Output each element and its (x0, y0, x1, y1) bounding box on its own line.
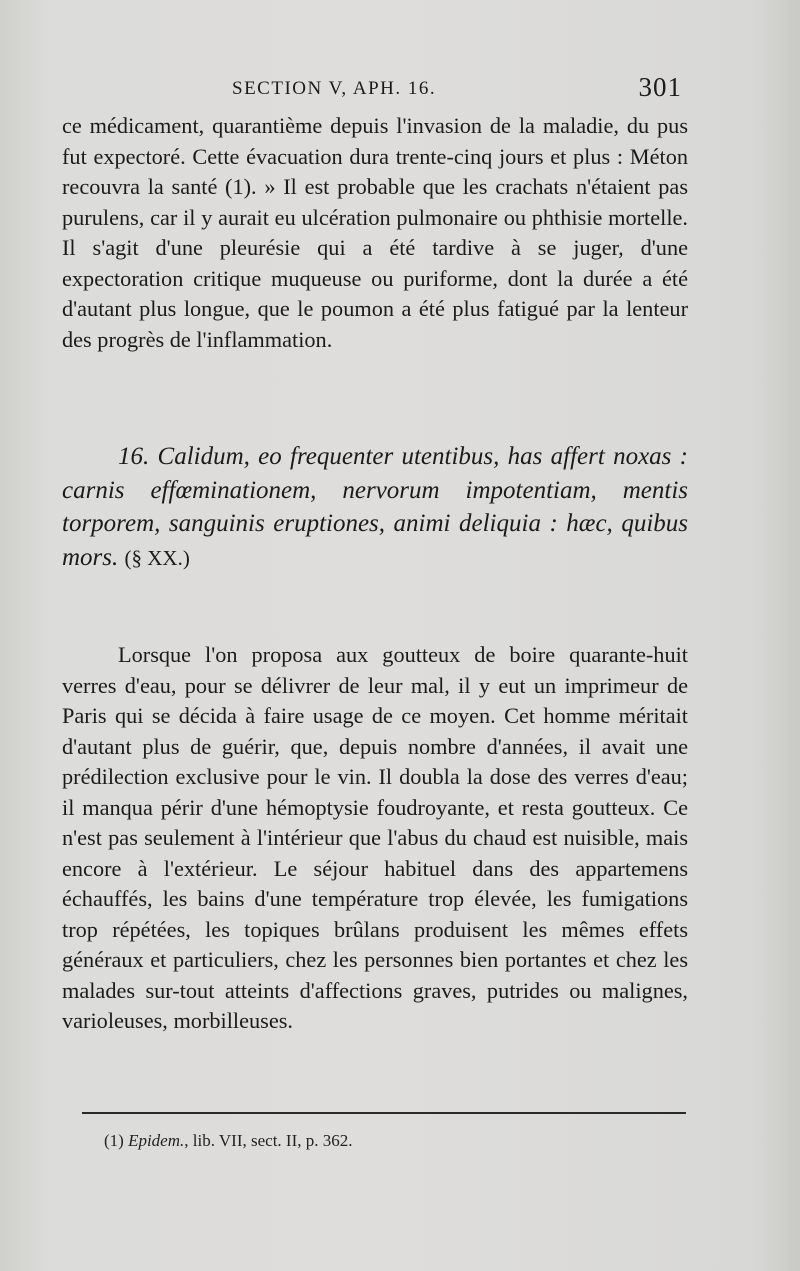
running-head: SECTION V, APH. 16. (232, 78, 437, 99)
footnote (104, 1130, 353, 1152)
footnote-marker: (1) (104, 1131, 124, 1150)
page-header (232, 72, 682, 106)
commentary-paragraph: Lorsque l'on proposa aux goutteux de boire quarante-huit verres d'eau, pour se délivrer de leur mal, il y eut un imprimeur de Paris qui se décida à faire usage de ce moyen. Cet homme méritait d'autant plus de guérir, que, depuis nombre d'années, il avait une prédilection exclusive pour le vin. Il doubla la dose des verres d'eau; il manqua périr d'une hémoptysie foudroyante, et resta goutteux. Ce n'est pas seulement à l'intérieur que l'abus du chaud est nuisible, mais encore à l'extérieur. Le séjour habituel dans des appartemens échauffés, les bains d'une température trop élevée, les fumigations trop répétées, les topiques brûlans produisent les mêmes effets généraux et particuliers, chez les personnes bien portantes et chez les malades sur-tout atteints d'affections graves, putrides ou malignes, varioleuses, morbilleuses. (62, 642, 688, 1033)
page-number: 301 (638, 72, 682, 102)
footnote-divider (82, 1112, 686, 1114)
footnote-work-title: Epidem. (128, 1131, 185, 1150)
aphorism-paragraph (62, 440, 688, 575)
footnote-citation: , lib. VII, sect. II, p. 362. (184, 1131, 353, 1150)
aphorism-reference: (§ XX.) (124, 545, 190, 570)
continuation-paragraph: ce médicament, quarantième depuis l'invasion de la maladie, du pus fut expectoré. Cette évacuation dura trente-cinq jours et plus : Méton recouvra la santé (1). » Il est probable que les crachats n'étaient pas purulens, car il y aurait eu ulcération pulmonaire ou phthisie mortelle. Il s'agit d'une pleurésie qui a été tardive à se juger, d'une expectoration critique muqueuse ou puriforme, dont la durée a été d'autant plus longue, que le poumon a été plus fatigué par la lenteur des progrès de l'inflammation. (62, 113, 688, 352)
aphorism-text: 16. Calidum, eo frequenter utentibus, has affert noxas : carnis effœminationem, nervorum impotentiam, mentis torporem, sanguinis eruptiones, animi deliquia : hæc, quibus mors. (62, 443, 688, 571)
